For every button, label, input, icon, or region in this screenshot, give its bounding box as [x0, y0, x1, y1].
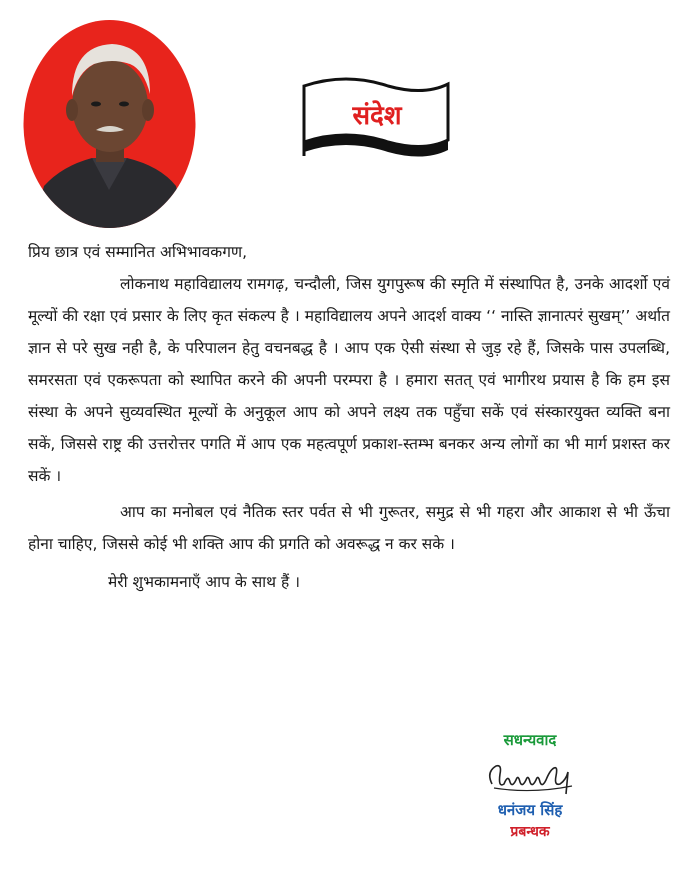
- signatory-role: प्रबन्धक: [510, 824, 550, 840]
- best-wishes: मेरी शुभकामनाएँ आप के साथ हैं ।: [108, 573, 301, 591]
- paragraph-2: आप का मनोबल एवं नैतिक स्तर पर्वत से भी गुरूतर, समुद्र से भी गहरा और आकाश से भी ऊँचा होना चाहिए, जिससे कोई भी शक्ति आप की प्रगति को अवरूद्ध न कर सके ।: [28, 503, 670, 553]
- signatory-name: धनंजय सिंह: [497, 801, 563, 819]
- salutation: प्रिय छात्र एवं सम्मानित अभिभावकगण,: [28, 243, 248, 261]
- paragraph-1: लोकनाथ महाविद्यालय रामगढ़, चन्दौली, जिस युगपुरूष की स्मृति में संस्थापित है, उनके आदर्शो एवं मूल्यों की रक्षा एवं प्रसार के लिए कृत संकल्प है । महाविद्यालय अपने आदर्श वाक्य ‘‘ नास्ति ज्ञानात्परं सुखम्’’ अर्थात ज्ञान से परे सुख नही है, के परिपालन हेतु वचनबद्ध है । आप एक ऐसी संस्था से जुड़ रहे हैं, जिसके पास उपलब्धि, समरसता एवं एकरूपता को स्थापित करने की अपनी परम्परा है । हमारा सतत् एवं भागीरथ प्रयास है कि हम इस संस्था के अपने सुव्यवस्थित मूल्यों के अनुकूल आप को अपने लक्ष्य तक पहुँचा सकें एवं संस्कारयुक्त व्यक्ति बना सकें, जिससे राष्ट्र की उत्तरोत्तर पगति में आप एक महत्वपूर्ण प्रकाश-स्तम्भ बनकर अन्य लोगों का भी मार्ग प्रशस्त कर सकें ।: [28, 275, 670, 485]
- author-portrait: [22, 18, 197, 230]
- letter-body: [28, 236, 670, 598]
- banner-title: संदेश: [352, 101, 402, 131]
- signature-block: [470, 730, 590, 841]
- handwritten-signature: [482, 754, 578, 798]
- thanks-text: सधन्यवाद: [503, 731, 557, 749]
